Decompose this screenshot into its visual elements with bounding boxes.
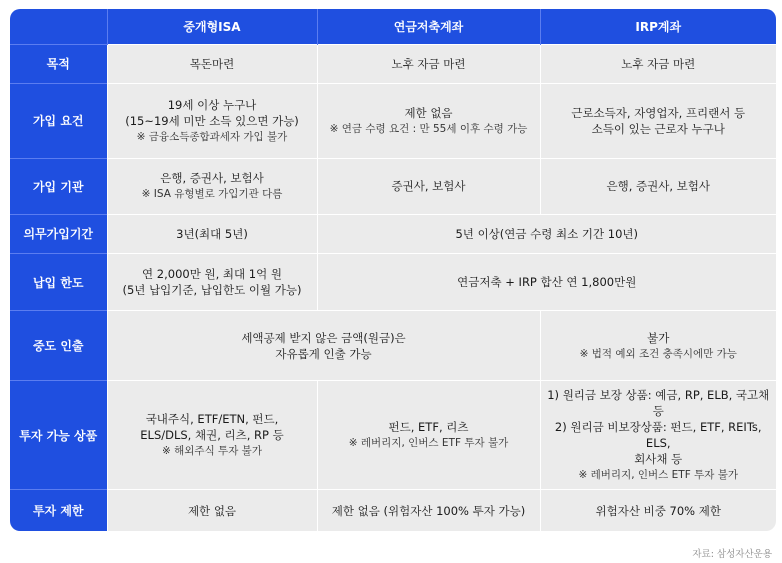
footnote: ※ 해외주식 투자 불가 bbox=[162, 445, 262, 458]
header-corner bbox=[10, 9, 107, 45]
cell-pension-eligibility bbox=[317, 83, 540, 158]
row-label-withdrawal: 중도 인출 bbox=[10, 311, 107, 381]
footnote: ※ ISA 유형별로 가입기관 다름 bbox=[141, 188, 283, 201]
table-row bbox=[10, 45, 776, 84]
header-pension-savings: 연금저축계좌 bbox=[317, 9, 540, 45]
cell-irp-withdrawal bbox=[540, 311, 776, 381]
header-irp: IRP계좌 bbox=[540, 9, 776, 45]
cell-pension-irp-mandatory-period: 5년 이상(연금 수령 최소 기간 10년) bbox=[317, 215, 776, 254]
table-row bbox=[10, 215, 776, 254]
text-line: 회사채 등 bbox=[634, 452, 683, 467]
text-line: 은행, 증권사, 보험사 bbox=[160, 171, 264, 186]
row-label-mandatory-period: 의무가입기간 bbox=[10, 215, 107, 254]
cell-isa-investable bbox=[107, 380, 317, 490]
cell-isa-restriction: 제한 없음 bbox=[107, 490, 317, 531]
row-label-investable: 투자 가능 상품 bbox=[10, 380, 107, 490]
cell-isa-pension-withdrawal bbox=[107, 311, 540, 381]
cell-irp-restriction: 위험자산 비중 70% 제한 bbox=[540, 490, 776, 531]
footnote: ※ 법적 예외 조건 충족시에만 가능 bbox=[579, 347, 737, 360]
footnote: ※ 연금 수령 요건 : 만 55세 이후 수령 가능 bbox=[329, 122, 528, 135]
text-line: 19세 이상 누구나 bbox=[167, 97, 257, 112]
cell-irp-investable bbox=[540, 380, 776, 490]
text-line: 제한 없음 bbox=[404, 105, 453, 120]
header-isa: 중개형ISA bbox=[107, 9, 317, 45]
row-label-institution: 가입 기관 bbox=[10, 158, 107, 214]
cell-isa-contribution-limit bbox=[107, 253, 317, 310]
text-line: 세액공제 받지 않은 금액(원금)은 bbox=[241, 330, 406, 345]
text-line: (5년 납입기준, 납입한도 이월 가능) bbox=[122, 283, 302, 298]
cell-pension-irp-contribution-limit: 연금저축 + IRP 합산 연 1,800만원 bbox=[317, 253, 776, 310]
footnote: ※ 금융소득종합과세자 가입 불가 bbox=[136, 130, 288, 143]
text-line: 연 2,000만 원, 최대 1억 원 bbox=[142, 267, 282, 282]
text-line: 불가 bbox=[647, 330, 670, 345]
text-line: 2) 원리금 비보장상품: 펀드, ETF, REITs, ELS, bbox=[554, 420, 762, 451]
table-row bbox=[10, 311, 776, 381]
row-label-contribution-limit: 납입 한도 bbox=[10, 253, 107, 310]
row-label-restriction: 투자 제한 bbox=[10, 490, 107, 531]
text-line: 소득이 있는 근로자 누구나 bbox=[591, 121, 725, 136]
footnote: ※ 레버리지, 인버스 ETF 투자 불가 bbox=[578, 469, 738, 482]
table-row bbox=[10, 158, 776, 214]
text-line: 국내주식, ETF/ETN, 펀드, bbox=[145, 412, 279, 427]
table-header-row bbox=[10, 9, 776, 45]
text-line: ELS/DLS, 채권, 리츠, RP 등 bbox=[140, 428, 284, 443]
cell-pension-investable bbox=[317, 380, 540, 490]
cell-isa-institution bbox=[107, 158, 317, 214]
table-row bbox=[10, 83, 776, 158]
table-row bbox=[10, 380, 776, 490]
cell-pension-institution: 증권사, 보험사 bbox=[317, 158, 540, 214]
source-caption: 자료: 삼성자산운용 bbox=[692, 549, 772, 560]
row-label-purpose: 목적 bbox=[10, 45, 107, 84]
text-line: 1) 원리금 보장 상품: 예금, RP, ELB, 국고채 등 bbox=[547, 388, 770, 419]
text-line: 자유롭게 인출 가능 bbox=[275, 346, 372, 361]
row-label-eligibility: 가입 요건 bbox=[10, 83, 107, 158]
comparison-table bbox=[10, 9, 776, 531]
cell-irp-eligibility bbox=[540, 83, 776, 158]
footnote: ※ 레버리지, 인버스 ETF 투자 불가 bbox=[348, 437, 509, 450]
cell-pension-purpose: 노후 자금 마련 bbox=[317, 45, 540, 84]
cell-irp-purpose: 노후 자금 마련 bbox=[540, 45, 776, 84]
cell-isa-purpose: 목돈마련 bbox=[107, 45, 317, 84]
text-line: 펀드, ETF, 리츠 bbox=[388, 420, 469, 435]
cell-pension-restriction: 제한 없음 (위험자산 100% 투자 가능) bbox=[317, 490, 540, 531]
cell-isa-mandatory-period: 3년(최대 5년) bbox=[107, 215, 317, 254]
cell-irp-institution: 은행, 증권사, 보험사 bbox=[540, 158, 776, 214]
text-line: (15~19세 미만 소득 있으면 가능) bbox=[125, 113, 299, 128]
text-line: 근로소득자, 자영업자, 프리랜서 등 bbox=[571, 105, 746, 120]
table-row bbox=[10, 253, 776, 310]
cell-isa-eligibility bbox=[107, 83, 317, 158]
table-row bbox=[10, 490, 776, 531]
